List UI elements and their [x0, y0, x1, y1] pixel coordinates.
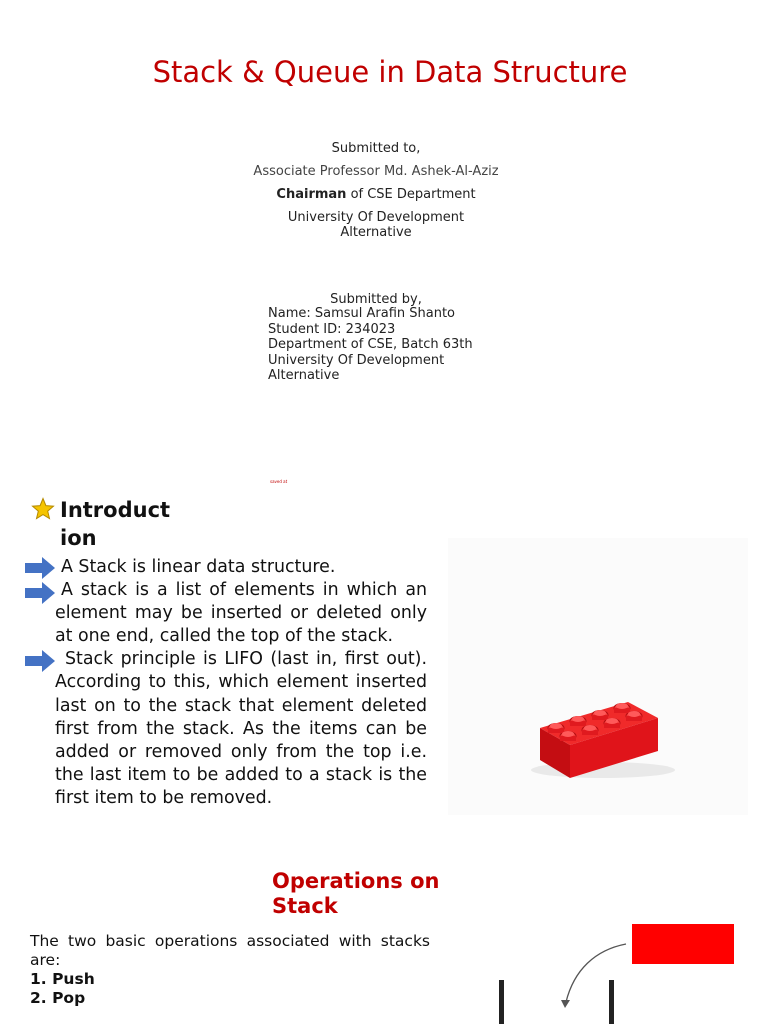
- student-dept: Department of CSE, Batch 63th: [268, 337, 473, 352]
- operations-intro: The two basic operations associated with stacks are:: [30, 932, 430, 969]
- operations-body: [30, 932, 430, 1008]
- right-arrow-icon: [25, 582, 55, 604]
- lego-brick-image: [448, 538, 748, 815]
- student-name: Name: Samsul Arafin Shanto: [268, 306, 456, 321]
- intro-paragraph-1: A Stack is linear data structure.: [61, 557, 336, 577]
- star-icon: [31, 497, 55, 521]
- right-arrow-icon: [25, 650, 55, 672]
- lego-brick-icon: [448, 538, 748, 815]
- right-arrow-icon: [25, 557, 55, 579]
- push-arrow: [566, 944, 626, 1002]
- operation-push: 1. Push: [30, 970, 95, 988]
- chairman-line: [0, 187, 752, 202]
- stack-left-wall: [499, 980, 504, 1024]
- operations-heading: [272, 869, 439, 919]
- page-title: Stack & Queue in Data Structure: [152, 55, 628, 89]
- introduction-heading-line-2: ion: [60, 526, 97, 550]
- student-univ-2: Alternative: [268, 368, 340, 383]
- push-arrowhead: [561, 1000, 570, 1008]
- tiny-mark: saved at: [270, 479, 288, 484]
- submitted-by-label: Submitted by,: [330, 292, 422, 307]
- university-line-2: Alternative: [340, 225, 412, 240]
- intro-paragraph-2: A stack is a list of elements in which an element may be inserted or deleted only at one end, called the top of the stack.: [55, 580, 427, 647]
- student-info: [268, 306, 473, 384]
- introduction-body: [55, 556, 427, 810]
- chairman-rest: of CSE Department: [346, 187, 476, 202]
- supervisor-university: [0, 210, 752, 240]
- student-univ-1: University Of Development: [268, 352, 445, 368]
- operation-pop: 2. Pop: [30, 989, 86, 1007]
- operations-heading-line-1: Operations on: [272, 869, 440, 893]
- intro-paragraph-3: Stack principle is LIFO (last in, first out). According to this, which element inserted last on to the stack that element deleted first from the stack. As the items can be added or removed only from the top i.e. the last item to be added to a stack is the first item to be removed.: [55, 649, 427, 808]
- push-block: [632, 924, 734, 964]
- submitted-to-label: Submitted to,: [331, 141, 421, 156]
- professor-name: Associate Professor Md. Ashek-Al-Aziz: [253, 164, 499, 179]
- introduction-heading-line-1: Introduct: [60, 498, 171, 522]
- operations-heading-line-2: Stack: [272, 894, 338, 918]
- chairman-bold: Chairman: [276, 187, 347, 202]
- introduction-heading: [60, 496, 190, 552]
- university-line-1: University Of Development: [287, 210, 465, 225]
- student-id: Student ID: 234023: [268, 321, 396, 337]
- stack-right-wall: [609, 980, 614, 1024]
- push-diagram: [490, 920, 750, 1024]
